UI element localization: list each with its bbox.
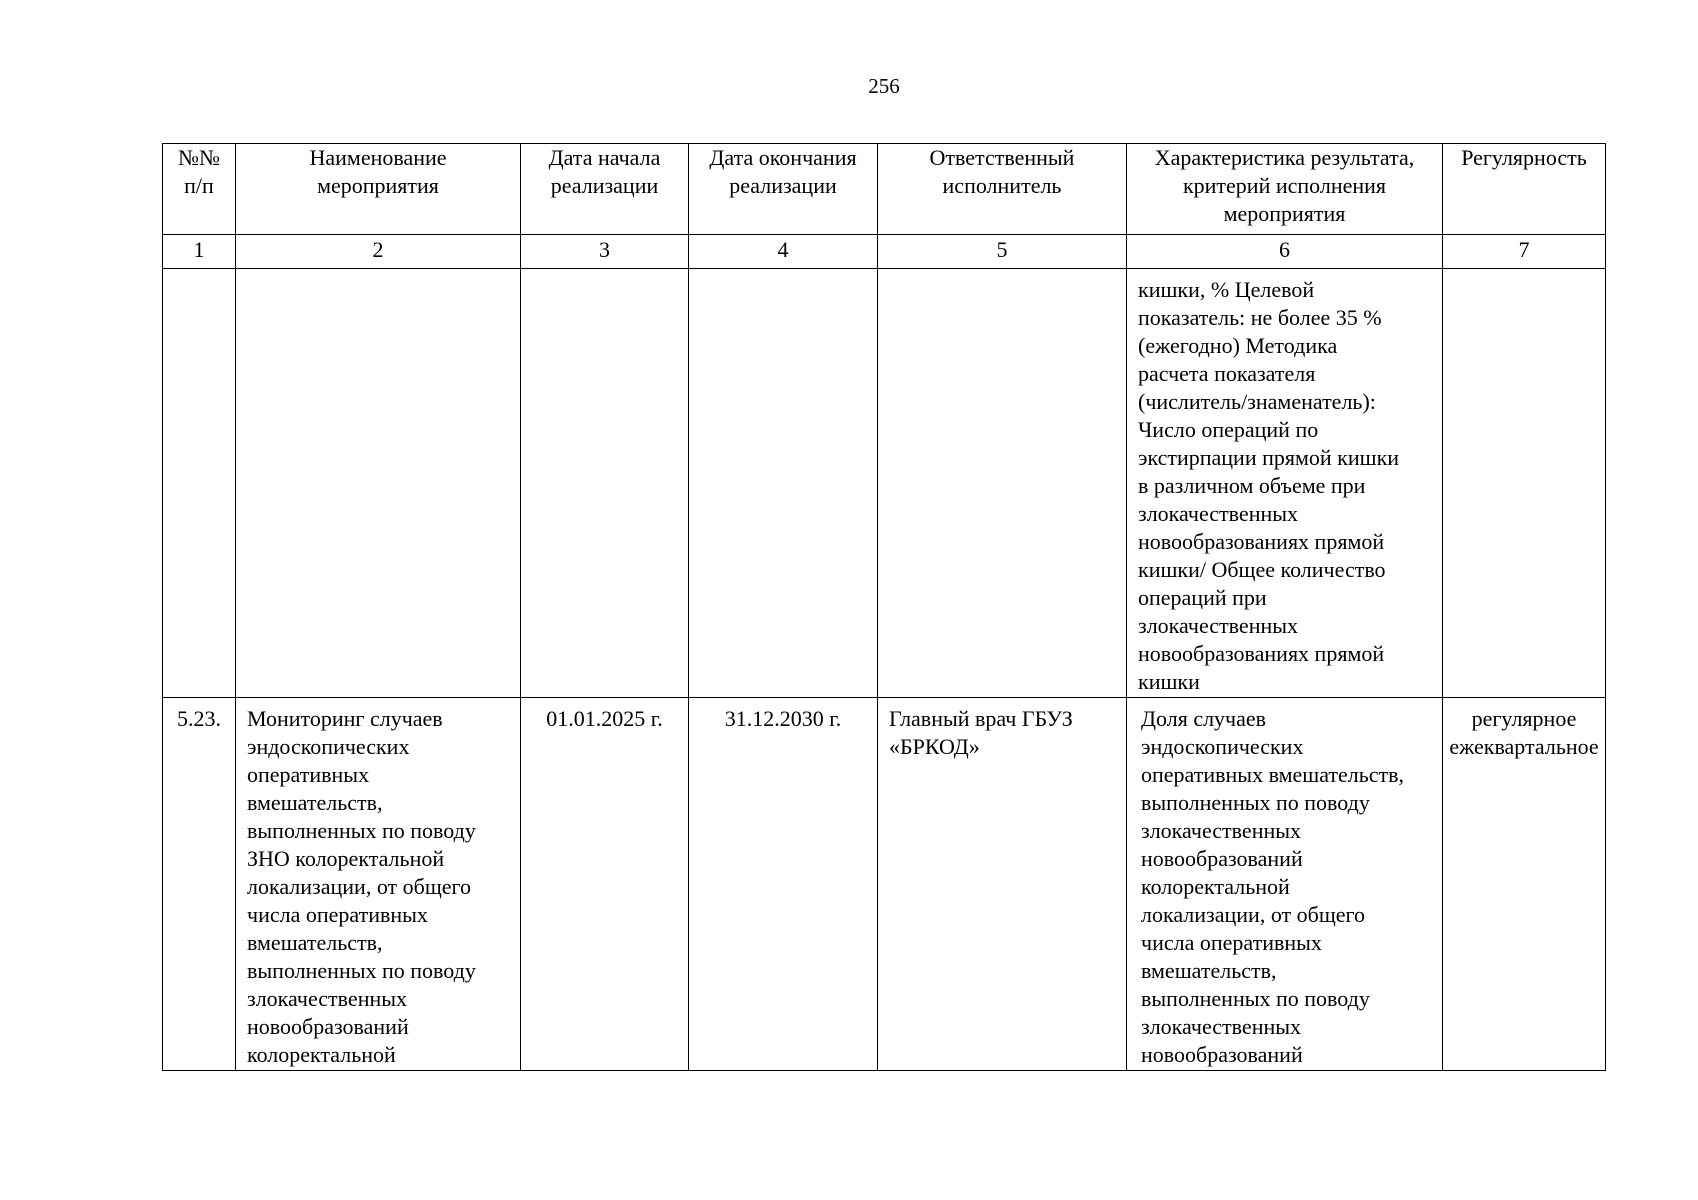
row-number-cell: 5.23. [163,698,236,1071]
column-numbers-row [163,235,1606,269]
responsible-cell: Главный врач ГБУЗ «БРКОД» [878,698,1127,1071]
table-row [163,698,1606,1071]
page-number: 256 [868,74,900,98]
header-name: Наименование мероприятия [236,144,521,235]
column-number: 2 [236,235,521,269]
end-date-cell: 31.12.2030 г. [689,698,878,1071]
header-number: №№ п/п [163,144,236,235]
activity-name-cell: Мониторинг случаев эндоскопических оперативных вмешательств, выполненных по поводу ЗНО колоректальной локализации, от общего числа оперативных вмешательств, выполненных по поводу злокачественных новообразований колоректальной [236,698,521,1071]
header-row [163,144,1606,235]
column-number: 6 [1127,235,1443,269]
result-cell: Доля случаев эндоскопических оперативных вмешательств, выполненных по поводу злокачественных новообразований колоректальной локализации, от общего числа оперативных вмешательств, выполненных по поводу злокачественных новообразований [1127,698,1443,1071]
table-row [163,269,1606,698]
column-number: 1 [163,235,236,269]
regularity-cell: регулярное ежеквартальное [1443,698,1606,1071]
column-number: 3 [521,235,689,269]
start-date-cell: 01.01.2025 г. [521,698,689,1071]
column-number: 7 [1443,235,1606,269]
responsible-cell [878,269,1127,698]
header-regularity: Регулярность [1443,144,1606,235]
regularity-cell [1443,269,1606,698]
activity-plan-table [162,143,1606,1071]
header-responsible: Ответственный исполнитель [878,144,1127,235]
end-date-cell [689,269,878,698]
header-end-date: Дата окончания реализации [689,144,878,235]
activity-name-cell [236,269,521,698]
column-number: 5 [878,235,1127,269]
start-date-cell [521,269,689,698]
column-number: 4 [689,235,878,269]
header-start-date: Дата начала реализации [521,144,689,235]
result-cell: кишки, % Целевой показатель: не более 35 % (ежегодно) Методика расчета показателя (числитель/знаменатель): Число операций по экстирпации прямой кишки в различном объеме при злокачественных новообразованиях прямой кишки/ Общее количество операций при злокачественных новообразованиях прямой кишки [1127,269,1443,698]
header-result: Характеристика результата, критерий исполнения мероприятия [1127,144,1443,235]
row-number-cell [163,269,236,698]
